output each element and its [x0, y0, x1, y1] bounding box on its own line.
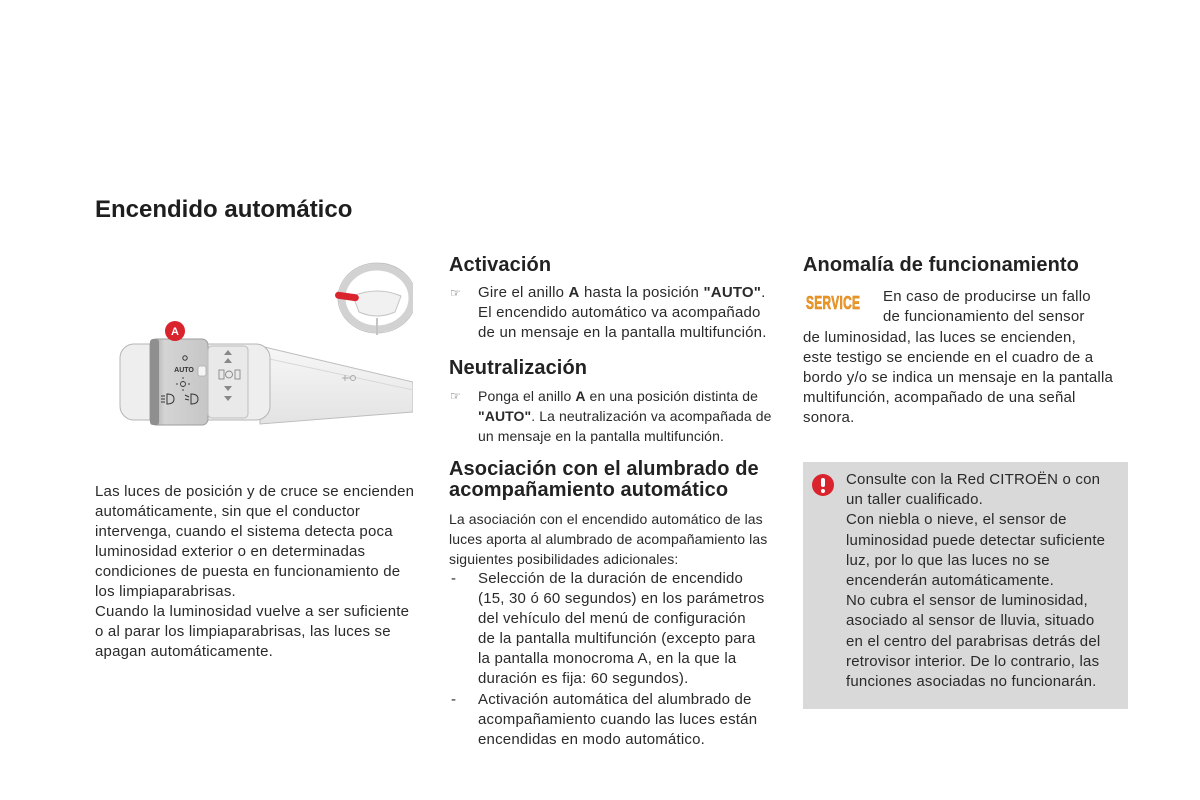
- notice-box: [803, 462, 1128, 709]
- activacion-text-3: . El encendido automático va acompañado de un mensaje en la pantalla multifunción.: [478, 284, 767, 341]
- list-item-dash: -: [451, 691, 456, 708]
- neutralizacion-text: [478, 386, 772, 446]
- intro-paragraph: Las luces de posición y de cruce se encienden automáticamente, sin que el conductor intervenga, cuando el sistema detecta poca luminosidad exterior o en determinadas condiciones de puesta en funcionamiento de los limpiaparabrisas. Cuando la luminosidad vuelve a ser suficiente o al parar los limpiaparabrisas, las luces se apagan automáticamente.: [95, 483, 415, 660]
- auto-position-reference: "AUTO": [703, 284, 762, 301]
- asociacion-intro: La asociación con el encendido automático de las luces aporta al alumbrado de acompañamiento las siguientes posibilidades adicionales:: [449, 511, 768, 567]
- auto-position-label: AUTO: [174, 367, 194, 374]
- ring-grip: [150, 339, 159, 425]
- stalk-switch-button: [198, 366, 206, 376]
- pointing-hand-icon: ☞: [450, 286, 461, 300]
- notice-text: Consulte con la Red CITROËN o con un taller cualificado. Con niebla o nieve, el sensor de luminosidad puede detectar suficiente luz, por lo que las luces no se encenderán automáticamente. No cubra el sensor de luminosidad, asociado al sensor de lluvia, situado en el centro del parabrisas detrás del retrovisor interior. De lo contrario, las funciones asociadas no funcionarán.: [846, 471, 1106, 691]
- pointing-hand-icon: ☞: [450, 389, 461, 403]
- asociacion-heading: Asociación con el alumbrado de acompañamiento automático: [449, 458, 759, 501]
- activacion-text: [478, 283, 767, 343]
- warning-icon-bar: [821, 478, 825, 487]
- ring-a-reference: A: [575, 388, 586, 404]
- ring-a-reference: A: [568, 284, 580, 301]
- anomalia-heading: Anomalía de funcionamiento: [803, 254, 1079, 276]
- anomalia-text-beside: En caso de producirse un fallo de funcionamiento del sensor: [883, 288, 1091, 325]
- ring-a-callout-label: A: [171, 326, 179, 338]
- neutralizacion-text-1: Ponga el anillo: [478, 388, 576, 404]
- activacion-heading: Activación: [449, 254, 552, 276]
- neutralizacion-text-2: en una posición distinta de: [589, 388, 759, 404]
- stalk-tip-section: [208, 346, 248, 418]
- service-warning-light-icon: SERVICE: [806, 293, 861, 313]
- lighting-stalk-illustration: [95, 260, 413, 442]
- activacion-text-1: Gire el anillo: [478, 284, 569, 301]
- neutralizacion-text-3: . La neutralización va acompañada de un mensaje en la pantalla multifunción.: [478, 408, 772, 444]
- list-item-dash: -: [451, 570, 456, 587]
- page-title: Encendido automático: [95, 196, 353, 223]
- list-item: Activación automática del alumbrado de acompañamiento cuando las luces están encendidas en modo automático.: [478, 691, 758, 748]
- neutralizacion-heading: Neutralización: [449, 357, 588, 379]
- warning-icon: [812, 474, 834, 496]
- auto-position-reference: "AUTO": [478, 408, 532, 424]
- steering-wheel-hub: [353, 291, 401, 316]
- warning-icon-dot: [821, 489, 825, 493]
- anomalia-text: de luminosidad, las luces se encienden, este testigo se enciende en el cuadro de a bordo y/o se indica un mensaje en la pantalla multifunción, acompañado de una señal sonora.: [803, 329, 1114, 426]
- activacion-text-2: hasta la posición: [579, 284, 704, 301]
- list-item: Selección de la duración de encendido (15, 30 ó 60 segundos) en los parámetros del vehículo del menú de configuración de la pantalla multifunción (excepto para la pantalla monocroma A, en la que la duración es fija: 60 segundos).: [478, 570, 765, 687]
